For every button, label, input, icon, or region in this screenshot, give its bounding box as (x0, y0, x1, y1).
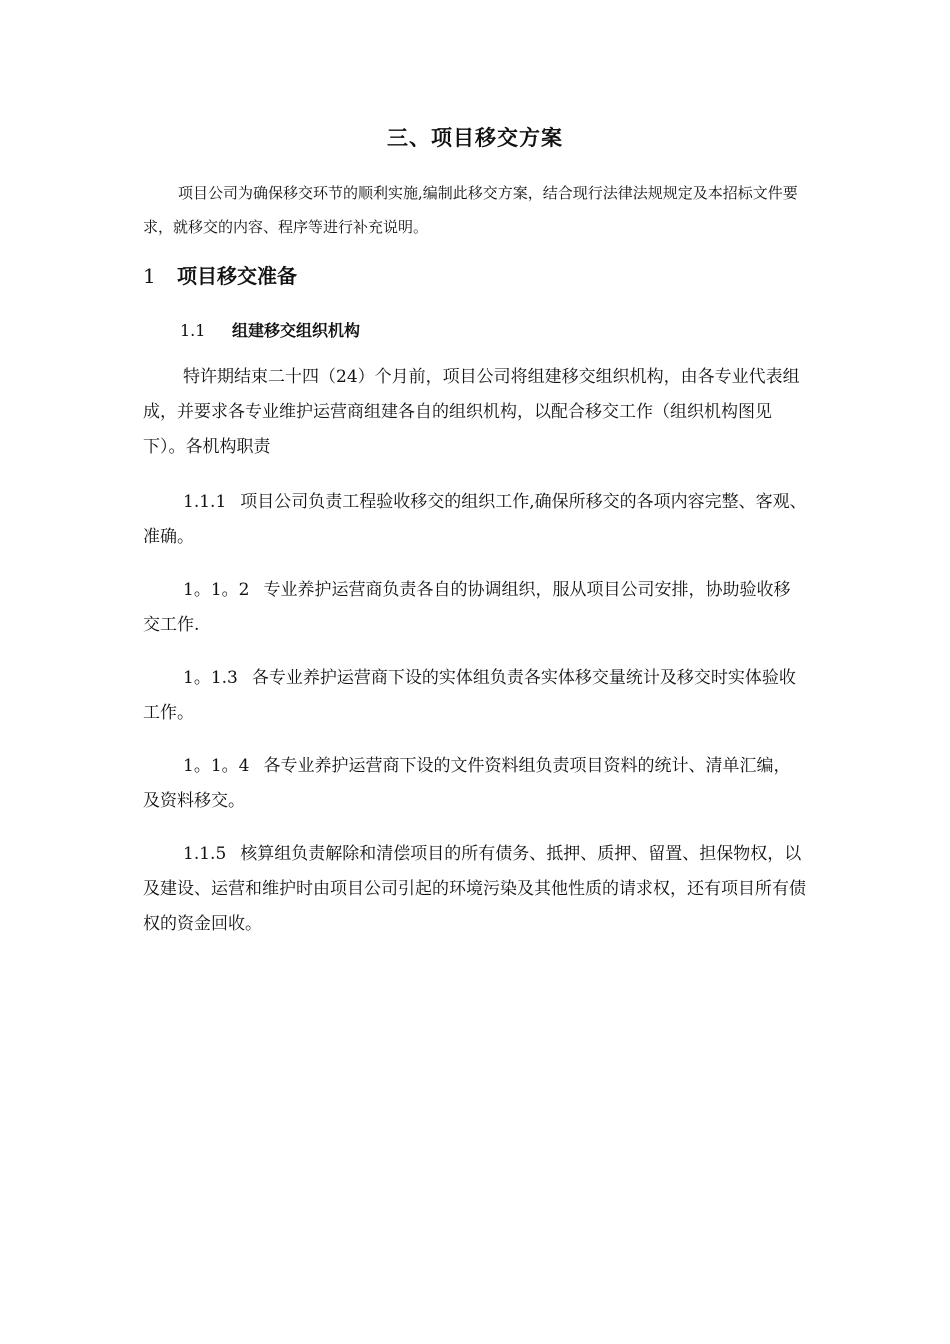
section-1-title: 项目移交准备 (177, 264, 297, 288)
list-item-number: 1。1。4 (183, 756, 250, 776)
section-1-number: 1 (143, 264, 156, 288)
section-1-1-body: 特许期结束二十四（24）个月前，项目公司将组建移交组织机构，由各专业代表组成，并要求各专业维护运营商组建各自的组织机构，以配合移交工作（组织机构图见下）。各机构职责 (143, 367, 800, 457)
section-1-1-title: 组建移交组织机构 (232, 321, 361, 340)
section-1-1-heading (180, 318, 360, 341)
list-item (143, 837, 807, 942)
list-item-number: 1。1.3 (183, 668, 238, 688)
list-item-text: 项目公司负责工程验收移交的组织工作,确保所移交的各项内容完整、客观、准确。 (143, 492, 807, 547)
list-item (143, 661, 807, 731)
list-item (143, 485, 807, 555)
section-1-1-number: 1.1 (180, 321, 206, 340)
list-item-text: 核算组负责解除和清偿项目的所有债务、抵押、质押、留置、担保物权，以及建设、运营和维护时由项目公司引起的环境污染及其他性质的请求权，还有项目所有债权的资金回收。 (143, 844, 806, 934)
section-1-heading (143, 260, 297, 289)
list-item-text: 各专业养护运营商下设的实体组负责各实体移交量统计及移交时实体验收工作。 (143, 668, 796, 723)
document-title: 三、项目移交方案 (387, 126, 563, 150)
list-item (143, 573, 807, 643)
intro-paragraph: 项目公司为确保移交环节的顺利实施,编制此移交方案，结合现行法律法规规定及本招标文件要求，就移交的内容、程序等进行补充说明。 (143, 184, 798, 236)
list-item-number: 1.1.1 (183, 492, 227, 512)
list-item-number: 1。1。2 (183, 580, 250, 600)
list-item-text: 专业养护运营商负责各自的协调组织，服从项目公司安排，协助验收移交工作. (143, 580, 791, 635)
list-item (143, 749, 807, 819)
list-item-text: 各专业养护运营商下设的文件资料组负责项目资料的统计、清单汇编，及资料移交。 (143, 756, 791, 811)
list-item-number: 1.1.5 (183, 844, 227, 864)
